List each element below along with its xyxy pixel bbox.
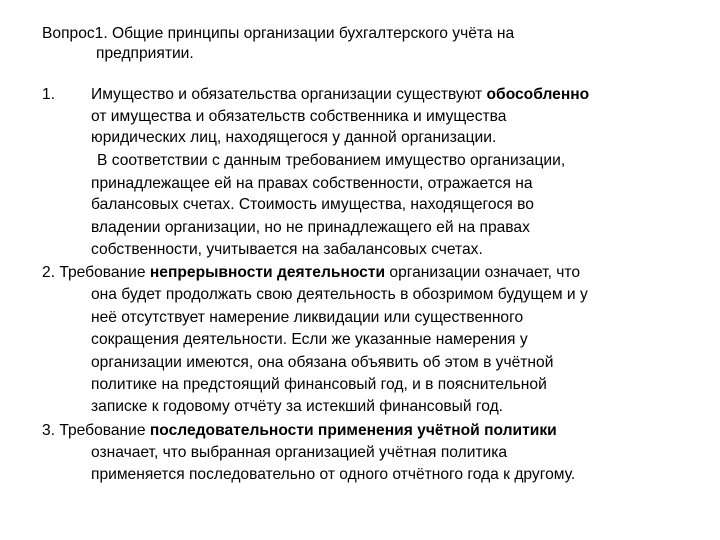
bold-term-separately: обособленно — [486, 86, 590, 103]
item-1-line-8: собственности, учитывается на забалансовых счетах. — [91, 241, 483, 258]
item-2-line-6: политике на предстоящий финансовый год, и в пояснительной — [91, 376, 547, 393]
item-1-line-5: принадлежащее ей на правах собственности, отражается на — [91, 175, 533, 192]
question-title: Вопрос1. Общие принципы организации бухгалтерского учёта на — [42, 25, 515, 42]
question-title-continued: предприятии. — [96, 45, 194, 62]
item-2-line-1: 2. Требование непрерывности деятельности организации означает, что — [42, 264, 580, 281]
bold-term-consistency: последовательности применения учётной политики — [149, 422, 557, 439]
item-2-line-4: сокращения деятельности. Если же указанные намерения у — [91, 331, 528, 348]
item-1-line-6: балансовых счетах. Стоимость имущества, находящегося во — [91, 196, 534, 213]
item-2-line-5: организации имеются, она обязана объявить об этом в учётной — [91, 354, 554, 371]
item-1-line-3: юридических лиц, находящегося у данной организации. — [91, 129, 497, 146]
item-1-line-7: владении организации, но не принадлежащего ей на правах — [91, 219, 530, 236]
item-1-line-2: от имущества и обязательств собственника и имущества — [91, 108, 507, 125]
item-2-line-2: она будет продолжать свою деятельность в обозримом будущем и у — [91, 286, 588, 303]
item-2-line-3: неё отсутствует намерение ликвидации или существенного — [91, 309, 524, 326]
item-1-number: 1. — [42, 86, 56, 103]
bold-term-continuity: непрерывности деятельности — [149, 264, 386, 281]
item-1-line-1: Имущество и обязательства организации существуют обособленно — [91, 86, 590, 103]
item-1-line-4: В соответствии с данным требованием имущество организации, — [97, 152, 566, 169]
item-2-line-7: записке к годовому отчёту за истекший финансовый год. — [91, 398, 504, 415]
item-3-line-2: означает, что выбранная организацией учётная политика — [91, 444, 508, 461]
item-3-line-3: применяется последовательно от одного отчётного года к другому. — [91, 466, 576, 483]
item-3-line-1: 3. Требование последовательности применения учётной политики — [42, 422, 557, 439]
